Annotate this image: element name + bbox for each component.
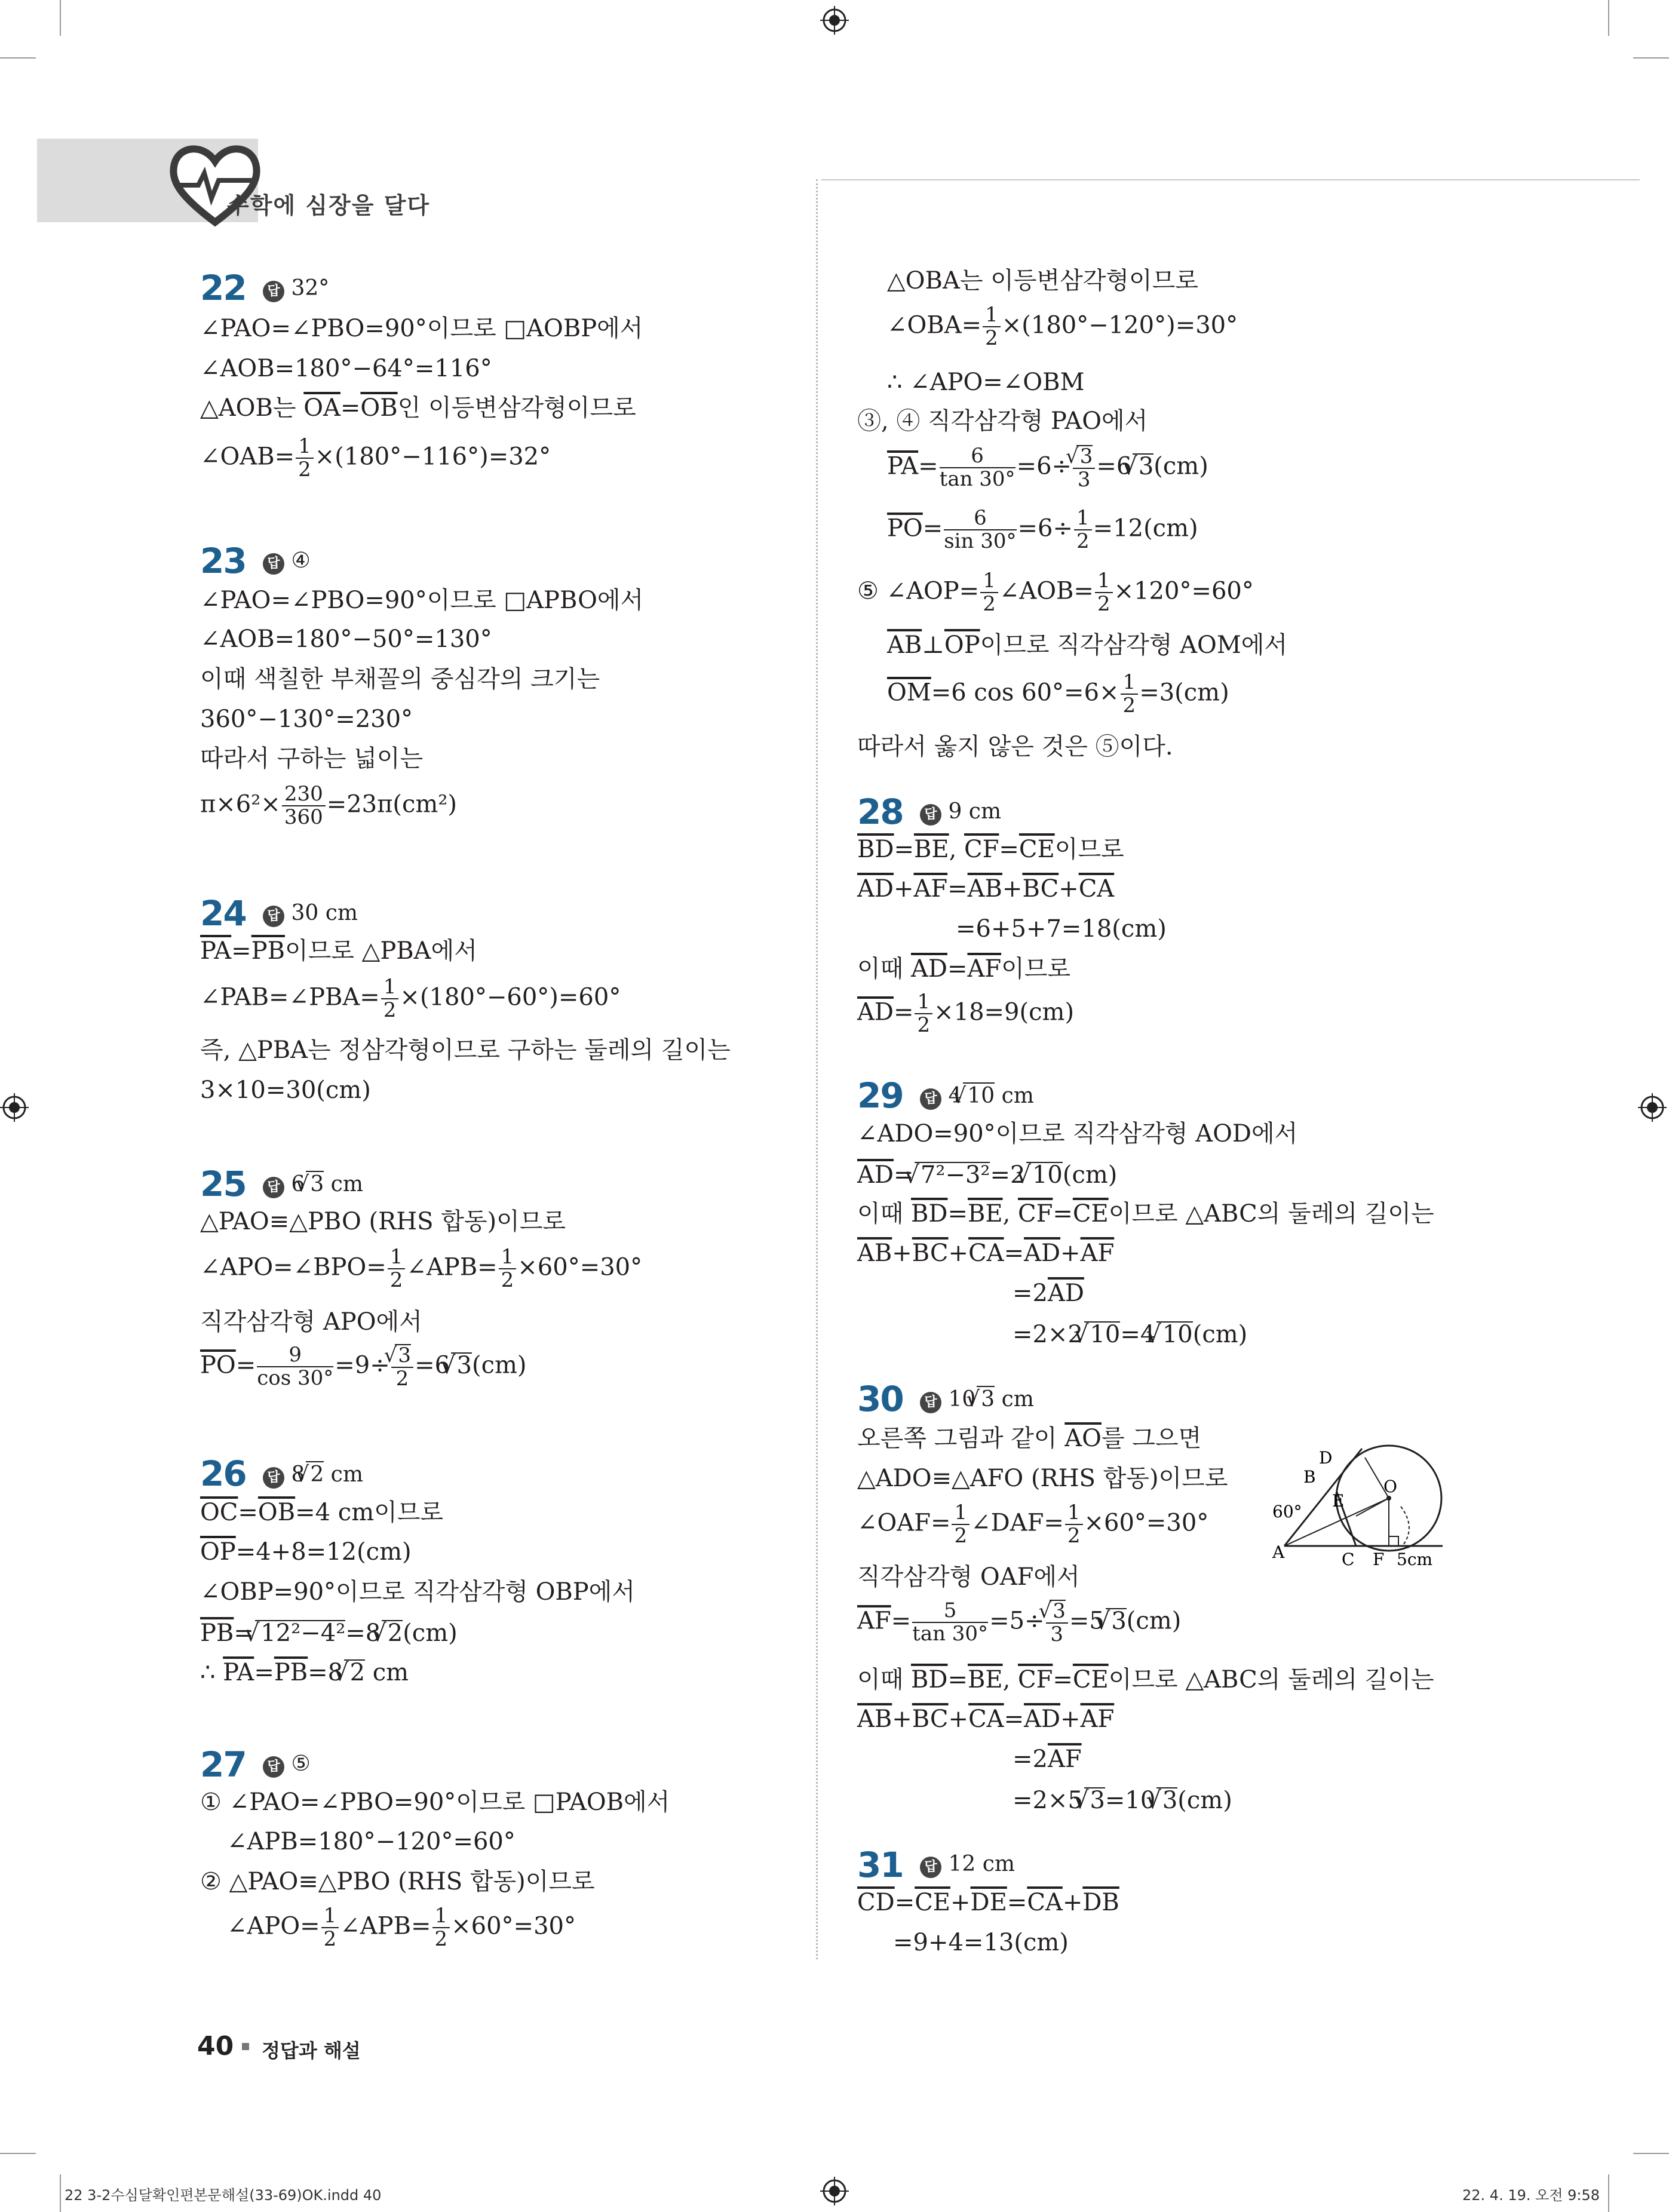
solution-line: $\overline{AB}+\overline{BC}+\overline{CA}=\overline{AD}+\overline{AF}$ xyxy=(857,1240,1115,1267)
solution-line: =2×2 √ 10=4 √ 10(cm) xyxy=(1013,1321,1247,1346)
solution-line: $\overline{OC}=\overline{OB}=4$ cm이므로 xyxy=(200,1499,444,1526)
problem-number: 30 xyxy=(857,1379,903,1419)
solution-line: =6+5+7=18(cm) xyxy=(956,915,1167,943)
crop-mark-br xyxy=(1608,2174,1609,2212)
label-D: D xyxy=(1319,1448,1333,1468)
solution-line: ∠OBA= $\frac{1}{2}$ ×(180°−120°)=30° xyxy=(887,303,1238,350)
problem-number: 24 xyxy=(200,893,246,934)
solution-line: ∠PAO=∠PBO=90°이므로 □APBO에서 xyxy=(200,587,644,614)
solution-line: ∠APO=∠BPO= $\frac{1}{2}$ ∠APB= $\frac{1}{2}$ ×60°=30° xyxy=(200,1245,643,1292)
answer-badge-icon: 답 xyxy=(263,281,284,302)
solution-line: π×6²× $\frac{230}{360}$ =23π(cm²) xyxy=(200,782,457,829)
solution-line: 따라서 옳지 않은 것은 ⑤이다. xyxy=(857,733,1173,760)
problem-number: 31 xyxy=(857,1845,903,1885)
answer: 답 4 √ 10 cm xyxy=(920,1082,1034,1110)
solution-line: =9+4=13(cm) xyxy=(893,1929,1069,1956)
solution-line: 따라서 구하는 넓이는 xyxy=(200,745,424,772)
problem-number: 22 xyxy=(200,268,246,308)
solution-line: ∠PAO=∠PBO=90°이므로 □AOBP에서 xyxy=(200,315,643,342)
solution-line: $\overline{OP}=4+8=12(cm)$ xyxy=(200,1538,412,1566)
solution-line: △ADO≡△AFO (RHS 합동)이므로 xyxy=(857,1465,1228,1492)
solution-line: =2×5 √ 3=10 √ 3(cm) xyxy=(1013,1787,1232,1812)
page-number: 40 xyxy=(197,2031,234,2061)
solution-line: ② △PAO≡△PBO (RHS 합동)이므로 xyxy=(200,1868,595,1895)
solution-line: 이때 $\overline{BD}=\overline{BE}$, $\overline{CF}=\overline{CE}$이므로 △ABC의 둘레의 길이는 xyxy=(857,1666,1434,1693)
label-A: A xyxy=(1272,1542,1285,1562)
solution-line: ③, ④ 직각삼각형 PAO에서 xyxy=(857,407,1148,435)
solution-line: $\overline{AD}=$ √ 7²−3²=2 √ 10(cm) xyxy=(857,1162,1117,1187)
solution-line: 직각삼각형 APO에서 xyxy=(200,1308,422,1336)
solution-line: $\overline{PA}=\overline{PB}$이므로 △PBA에서 xyxy=(200,937,477,965)
solution-line: ⑤ ∠AOP= $\frac{1}{2}$ ∠AOB= $\frac{1}{2}$ ×120°=60° xyxy=(857,569,1254,616)
logo-text: 수학에 심장을 달다 xyxy=(227,192,431,219)
solution-line: $\overline{PB}=$ √ 12²−4²=8 √ 2(cm) xyxy=(200,1620,458,1645)
solution-line: 이때 $\overline{AD}=\overline{AF}$이므로 xyxy=(857,955,1071,983)
crop-mark-tr-h xyxy=(1633,57,1669,59)
solution-line: ∴ ∠APO=∠OBM xyxy=(887,369,1085,396)
answer-badge-icon: 답 xyxy=(920,1857,941,1878)
solution-line: ∴ $\overline{PA}=\overline{PB}=8$ √ 2 cm xyxy=(200,1659,409,1685)
label-60: 60° xyxy=(1272,1502,1302,1521)
problem-number: 26 xyxy=(200,1453,246,1494)
solution-line: $=2\overline{AF}$ xyxy=(1013,1745,1082,1773)
solution-line: ∠OAF= $\frac{1}{2}$ ∠DAF= $\frac{1}{2}$ ×60°=30° xyxy=(857,1501,1209,1548)
solution-line: $\overline{PO}=$ $\frac{6}{\sin 30^\circ}$ =6÷ $\frac{1}{2}$ =12(cm) xyxy=(887,506,1198,553)
solution-line: △OBA는 이등변삼각형이므로 xyxy=(887,267,1198,294)
solution-line: ∠ADO=90°이므로 직각삼각형 AOD에서 xyxy=(857,1120,1298,1148)
answer: 답 12 cm xyxy=(920,1852,1015,1878)
problem-number: 27 xyxy=(200,1744,246,1785)
column-divider xyxy=(816,179,818,1959)
solution-line: $=2\overline{AD}$ xyxy=(1013,1280,1084,1307)
solution-line: 오른쪽 그림과 같이 $\overline{AO}$를 그으면 xyxy=(857,1425,1202,1452)
solution-line: ∠OBP=90°이므로 직각삼각형 OBP에서 xyxy=(200,1578,635,1606)
footer-bullet xyxy=(242,2043,249,2050)
solution-line: $\overline{AD}=$ $\frac{1}{2}$ ×18=9(cm) xyxy=(857,990,1075,1037)
slug-date: 22. 4. 19. 오전 9:58 xyxy=(1462,2187,1600,2204)
answer: 답 6 √ 3 cm xyxy=(263,1171,363,1198)
answer-badge-icon: 답 xyxy=(920,804,941,826)
solution-line: 직각삼각형 OAF에서 xyxy=(857,1563,1080,1591)
problem-number: 25 xyxy=(200,1164,246,1204)
solution-line: $\overline{AD}+\overline{AF}=\overline{AB}+\overline{BC}+\overline{CA}$ xyxy=(857,875,1115,903)
solution-line: ∠AOB=180°−64°=116° xyxy=(200,355,492,382)
solution-line: $\overline{CD}=\overline{CE}+\overline{DE}=\overline{CA}+\overline{DB}$ xyxy=(857,1889,1119,1916)
answer: 답 9 cm xyxy=(920,799,1001,826)
crop-mark-bl-h xyxy=(0,2153,36,2154)
registration-mark-right xyxy=(1638,1093,1667,1122)
footer-label: 정답과 해설 xyxy=(262,2039,361,2062)
header-rule xyxy=(821,179,1640,180)
answer: 답 ⑤ xyxy=(263,1751,311,1778)
solution-line: 360°−130°=230° xyxy=(200,705,413,733)
label-E: E xyxy=(1332,1491,1345,1511)
registration-mark-top xyxy=(820,6,849,35)
crop-mark-tl xyxy=(60,0,61,36)
answer: 답 32° xyxy=(263,276,329,302)
answer-badge-icon: 답 xyxy=(263,553,284,575)
crop-mark-tl-h xyxy=(0,57,36,59)
solution-line: ∠APB=180°−120°=60° xyxy=(227,1828,516,1855)
answer-badge-icon: 답 xyxy=(263,906,284,927)
solution-line: $\overline{AB}+\overline{BC}+\overline{CA}=\overline{AD}+\overline{AF}$ xyxy=(857,1705,1115,1733)
label-5cm: 5cm xyxy=(1397,1550,1433,1569)
solution-line: 이때 색칠한 부채꼴의 중심각의 크기는 xyxy=(200,665,600,693)
answer: 답 30 cm xyxy=(263,901,358,927)
solution-line: $\overline{BD}=\overline{BE}$, $\overline{CF}=\overline{CE}$이므로 xyxy=(857,836,1124,863)
crop-mark-tr xyxy=(1608,0,1609,36)
label-F: F xyxy=(1373,1550,1385,1569)
solution-line: ① ∠PAO=∠PBO=90°이므로 □PAOB에서 xyxy=(200,1788,670,1816)
solution-line: $\overline{AF}=$ $\frac{5}{\tan 30^\circ}$ =5÷ √ $\frac{3}{3}$ =5 √ 3(cm) xyxy=(857,1600,1181,1646)
solution-line: ∠PAB=∠PBA= $\frac{1}{2}$ ×(180°−60°)=60° xyxy=(200,975,621,1022)
solution-line: $\overline{OM}=6$ cos 60°=6× $\frac{1}{2}$ =3(cm) xyxy=(887,670,1229,717)
label-B: B xyxy=(1303,1467,1316,1487)
label-O: O xyxy=(1383,1477,1397,1496)
answer-badge-icon: 답 xyxy=(263,1467,284,1489)
crop-mark-br-h xyxy=(1633,2153,1669,2154)
solution-line: △AOB는 $\overline{OA}=\overline{OB}$인 이등변삼각형이므로 xyxy=(200,394,636,422)
solution-line: $\overline{PO}=$ $\frac{9}{\cos 30^\circ}$ =9÷ √ $\frac{3}{2}$ =6 √ 3(cm) xyxy=(200,1344,527,1390)
solution-line: 즉, △PBA는 정삼각형이므로 구하는 둘레의 길이는 xyxy=(200,1036,731,1064)
solution-line: $\overline{AB}\perp\overline{OP}$이므로 직각삼각형 AOM에서 xyxy=(887,631,1288,659)
problem-number: 28 xyxy=(857,791,903,832)
answer: 답 10 √ 3 cm xyxy=(920,1386,1034,1413)
problem-number: 29 xyxy=(857,1075,903,1116)
solution-line: $\overline{PA}=$ $\frac{6}{\tan 30^\circ}$ =6÷ √ $\frac{3}{3}$ =6 √ 3(cm) xyxy=(887,445,1208,491)
problem-number: 23 xyxy=(200,541,246,581)
registration-mark-left xyxy=(0,1093,29,1122)
answer: 답 ④ xyxy=(263,548,311,575)
solution-line: △PAO≡△PBO (RHS 합동)이므로 xyxy=(200,1208,566,1235)
solution-line: ∠AOB=180°−50°=130° xyxy=(200,625,492,653)
answer-badge-icon: 답 xyxy=(920,1392,941,1413)
solution-line: 이때 $\overline{BD}=\overline{BE}$, $\overline{CF}=\overline{CE}$이므로 △ABC의 둘레의 길이는 xyxy=(857,1200,1434,1228)
label-C: C xyxy=(1342,1550,1355,1569)
crop-mark-bl xyxy=(60,2174,61,2212)
answer-badge-icon: 답 xyxy=(263,1756,284,1778)
answer: 답 8 √ 2 cm xyxy=(263,1461,363,1489)
registration-mark-bottom xyxy=(820,2177,849,2205)
slug-file: 22 3-2수심달확인편본문해설(33-69)OK.indd 40 xyxy=(65,2187,382,2204)
geometry-figure xyxy=(1266,1422,1446,1577)
answer-badge-icon: 답 xyxy=(920,1088,941,1110)
solution-line: 3×10=30(cm) xyxy=(200,1076,371,1104)
solution-line: ∠APO= $\frac{1}{2}$ ∠APB= $\frac{1}{2}$ ×60°=30° xyxy=(227,1904,576,1951)
answer-badge-icon: 답 xyxy=(263,1177,284,1198)
solution-line: ∠OAB= $\frac{1}{2}$ ×(180°−116°)=32° xyxy=(200,434,551,481)
